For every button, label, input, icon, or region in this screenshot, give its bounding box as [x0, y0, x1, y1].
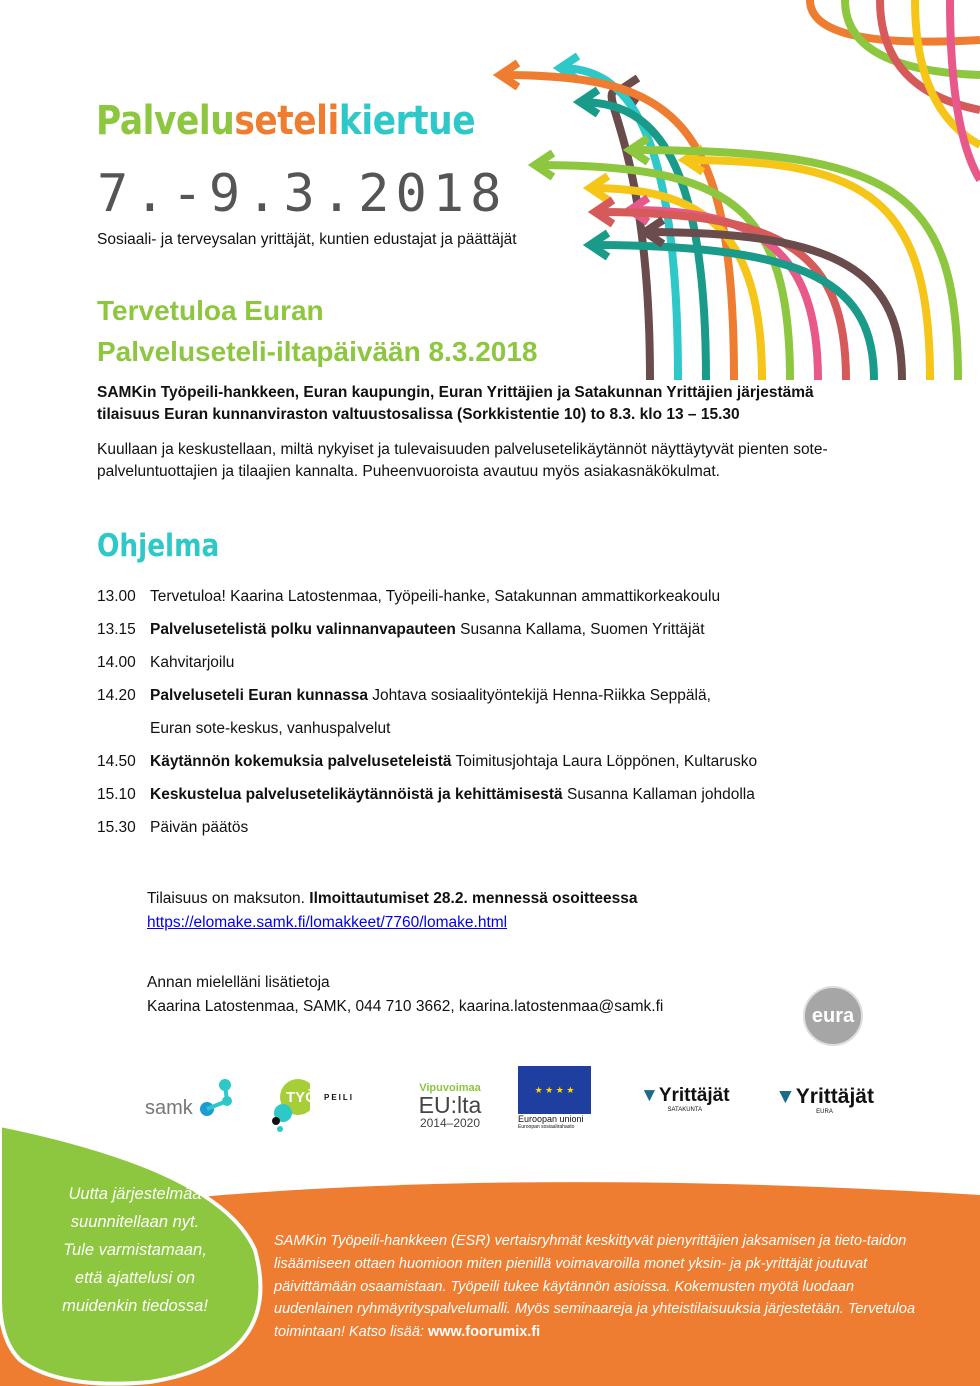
program-time: 13.00	[97, 588, 136, 605]
registration	[147, 887, 637, 935]
program-heading: Ohjelma	[97, 528, 220, 564]
program-detail: Euran sote-keskus, vanhuspalvelut	[150, 720, 391, 737]
welcome-line: Tervetuloa Euran	[97, 295, 324, 326]
program-time: 13.15	[97, 621, 136, 638]
program-desc	[150, 621, 705, 639]
intro-text: Kuullaan ja keskustellaan, miltä nykyiset ja tulevaisuuden palvelusetelikäytännöt näyttäytyvät pienten sote-palveluntuottajien ja tilaajien kannalta. Puheenvuoroista avautuu myös asiakasnäkökulmat.	[97, 441, 828, 480]
program-desc	[150, 720, 390, 738]
program-time: 14.00	[97, 654, 136, 671]
program-title: Keskustelua palvelusetelikäytännöistä ja kehittämisestä	[150, 786, 563, 803]
registration-link[interactable]: https://elomake.samk.fi/lomakkeet/7760/lomake.html	[147, 914, 508, 931]
program-desc	[150, 786, 755, 804]
event-date: 7.-9.3.2018	[97, 164, 508, 224]
eu-text: Euroopan unioni	[518, 1114, 584, 1124]
eulta-text: EU:lta	[418, 1092, 482, 1118]
contact-info	[147, 971, 663, 1019]
program-item	[97, 654, 757, 687]
bubble-line: Tule varmistamaan,	[63, 1241, 207, 1259]
yrittajat-y-icon: ▼	[640, 1085, 659, 1106]
years-text: 2014–2020	[419, 1116, 481, 1130]
program-title: Palvelusetelistä polku valinnanvapauteen	[150, 621, 456, 638]
program-item	[97, 588, 757, 621]
program-list	[97, 588, 757, 852]
program-title: Palveluseteli Euran kunnassa	[150, 687, 368, 704]
program-detail: Päivän päätös	[150, 819, 249, 836]
program-item	[97, 621, 757, 654]
program-detail: Toimitusjohtaja Laura Löppönen, Kultarusko	[451, 753, 758, 770]
eura-logo: eura	[803, 986, 863, 1046]
registration-text: Tilaisuus on maksuton.	[147, 890, 310, 907]
registration-deadline: Ilmoittautumiset 28.2. mennessä osoitteessa	[309, 890, 638, 907]
program-desc	[150, 588, 720, 606]
subtitle: Sosiaali- ja terveysalan yrittäjät, kuntien edustajat ja päättäjät	[97, 231, 517, 248]
program-time: 15.30	[97, 819, 136, 836]
program-item	[97, 819, 757, 852]
bubble-line: muidenkin tiedossa!	[62, 1297, 208, 1315]
program-desc	[150, 753, 757, 771]
program-time: 14.20	[97, 687, 136, 704]
program-detail: Kahvitarjoilu	[150, 654, 235, 671]
satakunta-text: SATAKUNTA	[667, 1107, 703, 1113]
program-time: 15.10	[97, 786, 136, 803]
program-desc	[150, 819, 248, 837]
peili-text: PEILI	[324, 1093, 355, 1102]
bubble-line: suunnitellaan nyt.	[70, 1213, 200, 1231]
samk-text: samk	[145, 1097, 193, 1119]
intro-bold: SAMKin Työpeili-hankkeen, Euran kaupungin, Euran Yrittäjien ja Satakunnan Yrittäjien järjestämä tilaisuus Euran kunnanviraston valtuustosalissa (Sorkkistentie 10) to 8.3. klo 13 – 15.30	[97, 384, 814, 423]
program-item	[97, 687, 757, 720]
program-desc	[150, 654, 234, 672]
title-part: Palvelu	[96, 98, 235, 144]
welcome-line: Palveluseteli-iltapäivään 8.3.2018	[97, 336, 538, 367]
footer-text	[274, 1230, 934, 1344]
vipu-text: Vipuvoimaa	[419, 1082, 481, 1094]
program-detail: Johtava sosiaalityöntekijä Henna-Riikka Seppälä,	[367, 687, 711, 704]
program-detail: Susanna Kallaman johdolla	[562, 786, 755, 803]
title-part: kiertue	[338, 98, 476, 144]
program-item	[97, 753, 757, 786]
eu-flag-icon: ★ ★ ★ ★	[518, 1066, 591, 1114]
event-title	[96, 98, 475, 144]
decorative-arrows-graphic	[480, 0, 980, 380]
yrittajat-text: Yrittäjät	[795, 1085, 874, 1108]
program-desc	[150, 687, 711, 705]
tyo-text: TYÖ	[286, 1089, 317, 1106]
footer-url[interactable]: www.foorumix.fi	[427, 1324, 541, 1341]
welcome-heading	[97, 290, 537, 372]
footer-body: SAMKin Työpeili-hankkeen (ESR) vertaisryhmät keskittyvät pienyrittäjien jaksamisen ja tieto-taidon lisäämiseen ottaen huomioon miten pienillä voimavaroilla monet yksin- ja pk-yrittäjät joutuvat päivittämään osaamistaan. Työpeili tukee käytännön asioissa. Kokemusten myötä luodaan uudenlainen ryhmäyrityspalvelumalli. Myös seminaareja ja yhteistilaisuuksia järjestetään. Tervetuloa toimintaan! Katso lisää:	[274, 1233, 916, 1341]
contact-line: Kaarina Latostenmaa, SAMK, 044 710 3662, kaarina.latostenmaa@samk.fi	[147, 998, 664, 1015]
bubble-line: Uutta järjestelmää	[68, 1185, 202, 1203]
eu-sub-text: Euroopan sosiaalirahasto	[518, 1124, 575, 1130]
program-item	[97, 786, 757, 819]
yrittajat-text: Yrittäjät	[658, 1085, 730, 1106]
program-detail: Tervetuloa! Kaarina Latostenmaa, Työpeili-hanke, Satakunnan ammattikorkeakoulu	[150, 588, 721, 605]
program-time: 14.50	[97, 753, 136, 770]
green-bubble-text	[40, 1180, 230, 1320]
program-detail: Susanna Kallama, Suomen Yrittäjät	[455, 621, 705, 638]
yrittajat-y-icon: ▼	[775, 1085, 796, 1108]
bubble-line: että ajattelusi on	[74, 1269, 196, 1287]
title-part: seteli	[234, 98, 339, 144]
program-title: Käytännön kokemuksia palveluseteleistä	[150, 753, 452, 770]
eura-caps-text: EURA	[816, 1109, 833, 1115]
arrow-line	[950, 0, 980, 180]
program-item	[97, 720, 757, 753]
contact-line: Annan mielelläni lisätietoja	[147, 974, 330, 991]
